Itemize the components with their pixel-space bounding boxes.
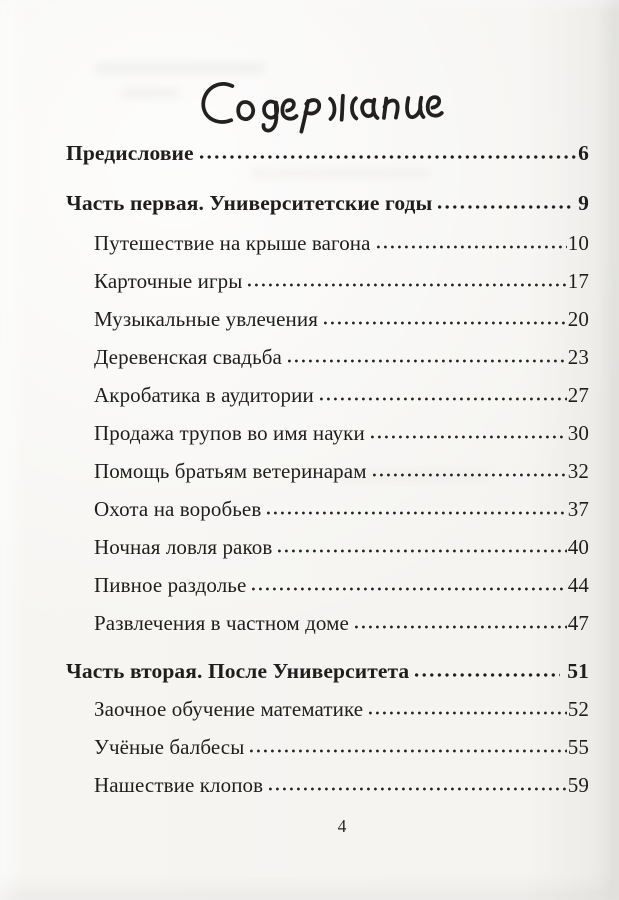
dot-leader	[371, 421, 567, 445]
table-of-contents	[66, 141, 589, 811]
toc-entry-page: 27	[567, 383, 589, 407]
toc-entry-page: 17	[567, 269, 589, 293]
dot-leader	[248, 269, 566, 293]
toc-entry-title: Заочное обучение математике	[94, 697, 364, 721]
toc-entry-title: Пивное раздолье	[94, 573, 247, 597]
toc-entry	[66, 735, 589, 759]
toc-entry-page: 40	[567, 535, 589, 559]
toc-entry	[66, 307, 589, 331]
toc-entry-title: Деревенская свадьба	[94, 345, 282, 369]
toc-entry-title: Учёные балбесы	[94, 735, 245, 759]
toc-entry	[66, 191, 589, 215]
dot-leader	[377, 231, 567, 255]
page-number: 4	[337, 816, 347, 836]
toc-entry	[66, 697, 589, 721]
toc-entry	[66, 497, 589, 521]
dot-leader	[324, 307, 567, 331]
toc-entry	[66, 231, 589, 255]
dot-leader	[267, 497, 566, 521]
toc-entry-page: 10	[567, 231, 589, 255]
toc-entry-page: 44	[567, 573, 589, 597]
toc-entry-title: Акробатика в аудитории	[94, 383, 314, 407]
toc-entry-title: Нашествие клопов	[94, 773, 264, 797]
toc-entry-page: 30	[567, 421, 589, 445]
toc-entry-title: Путешествие на крыше вагона	[94, 231, 371, 255]
contents-title	[195, 69, 472, 145]
dot-leader	[438, 191, 571, 215]
toc-entry	[66, 573, 589, 597]
dot-leader	[355, 611, 567, 635]
toc-entry-page: 59	[567, 773, 589, 797]
toc-entry-page: 55	[567, 735, 589, 759]
handwritten-title-script	[195, 69, 472, 141]
dot-leader	[288, 345, 567, 369]
toc-entry	[66, 773, 589, 797]
toc-entry-page: 32	[567, 459, 589, 483]
toc-entry	[66, 659, 589, 683]
toc-entry-title: Предисловие	[66, 141, 194, 165]
toc-entry-page: 20	[567, 307, 589, 331]
toc-entry-title: Развлечения в частном доме	[94, 611, 349, 635]
dot-leader	[252, 573, 566, 597]
toc-entry-page: 9	[578, 191, 589, 215]
toc-entry	[66, 421, 589, 445]
toc-entry	[66, 535, 589, 559]
toc-entry-title: Охота на воробьев	[94, 497, 262, 521]
toc-entry-title: Продажа трупов во имя науки	[94, 421, 365, 445]
toc-entry-page: 6	[578, 141, 589, 165]
toc-entry	[66, 383, 589, 407]
toc-entry	[66, 269, 589, 293]
toc-entry-title: Помощь братьям ветеринарам	[94, 459, 367, 483]
toc-entry-title: Музыкальные увлечения	[94, 307, 318, 331]
toc-entry	[66, 611, 589, 635]
toc-entry-title: Часть первая. Университетские годы	[66, 191, 433, 215]
dot-leader	[369, 697, 567, 721]
toc-entry-page: 51	[567, 659, 589, 683]
toc-entry	[66, 345, 589, 369]
toc-entry-page: 47	[567, 611, 589, 635]
toc-entry	[66, 141, 589, 165]
paper-bleedthrough	[120, 88, 180, 98]
toc-entry-page: 23	[567, 345, 589, 369]
dot-leader	[415, 659, 560, 683]
toc-entry	[66, 459, 589, 483]
dot-leader	[250, 735, 566, 759]
dot-leader	[320, 383, 567, 407]
toc-entry-title: Часть вторая. После Университета	[66, 659, 410, 683]
toc-entry-page: 52	[567, 697, 589, 721]
dot-leader	[269, 773, 567, 797]
dot-leader	[200, 141, 577, 165]
toc-entry-title: Карточные игры	[94, 269, 243, 293]
dot-leader	[278, 535, 566, 559]
toc-entry-title: Ночная ловля раков	[94, 535, 273, 559]
dot-leader	[373, 459, 567, 483]
toc-entry-page: 37	[567, 497, 589, 521]
